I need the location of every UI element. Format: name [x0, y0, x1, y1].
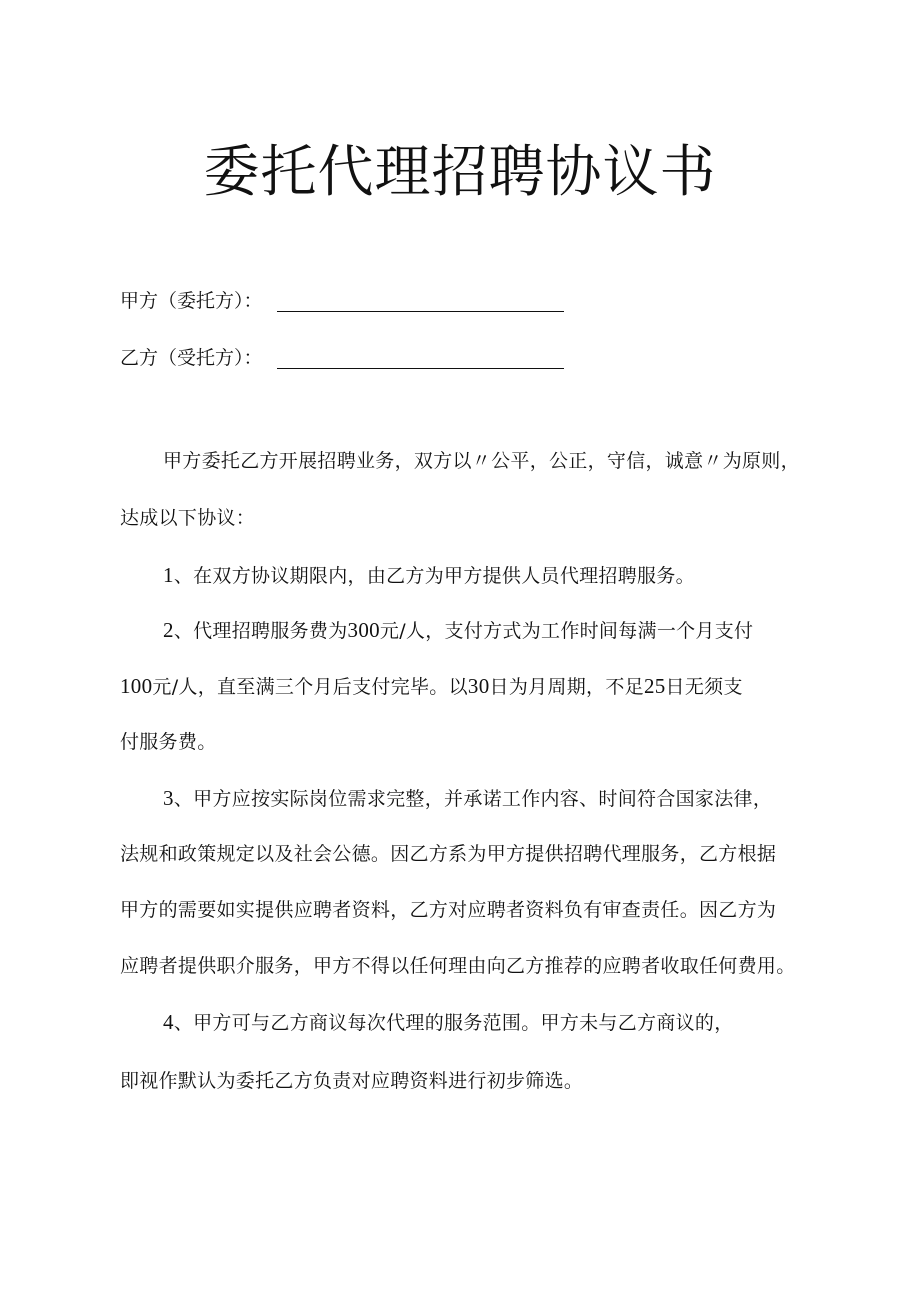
- party-b-blank-line: [277, 344, 564, 369]
- clause-3-line-2: 法规和政策规定以及社会公德。因乙方系为甲方提供招聘代理服务，乙方根据: [120, 843, 777, 865]
- clause-2-monthly: 100: [120, 674, 153, 698]
- clause-2-fee: 300: [347, 618, 380, 642]
- party-a-row: [120, 284, 564, 318]
- clause-1: [163, 560, 695, 591]
- party-b-label: 乙方（受托方）：: [120, 347, 263, 369]
- clause-3-line-1: [163, 783, 772, 814]
- clause-2-number: 2: [163, 618, 174, 642]
- clause-4-number: 4: [163, 1010, 174, 1034]
- clause-2-text-b: 元/人，支付方式为工作时间每满一个月支付: [379, 620, 754, 642]
- clause-3-line-3: 甲方的需要如实提供应聘者资料，乙方对应聘者资料负有审查责任。因乙方为: [120, 899, 777, 921]
- clause-4-text-1: 、甲方可与乙方商议每次代理的服务范围。甲方未与乙方商议的，: [173, 1012, 734, 1034]
- party-a-label: 甲方（委托方）：: [120, 290, 263, 312]
- clause-2-line-2: [120, 671, 743, 702]
- clause-2-text-e: 日无须支: [665, 676, 743, 698]
- clause-1-text: 、在双方协议期限内，由乙方为甲方提供人员代理招聘服务。: [173, 565, 695, 587]
- clause-2-line-1: [163, 615, 753, 646]
- party-a-blank-line: [277, 287, 564, 312]
- intro-line-2: 达成以下协议：: [120, 507, 256, 529]
- clause-4-line-2: 即视作默认为委托乙方负责对应聘资料进行初步筛选。: [120, 1070, 584, 1092]
- clause-2-text-d: 日为月周期，不足: [489, 676, 644, 698]
- party-b-row: [120, 341, 564, 375]
- clause-2-text-c: 元/人，直至满三个月后支付完毕。以: [152, 676, 468, 698]
- clause-3-number: 3: [163, 786, 174, 810]
- clause-1-number: 1: [163, 563, 174, 587]
- document-title: 委托代理招聘协议书: [203, 140, 717, 205]
- clause-2-min-days: 25: [643, 674, 666, 698]
- clause-2-period: 30: [467, 674, 490, 698]
- clause-3-line-4: 应聘者提供职介服务，甲方不得以任何理由向乙方推荐的应聘者收取任何费用。: [120, 955, 796, 977]
- clause-2-text-a: 、代理招聘服务费为: [173, 620, 348, 642]
- clause-2-line-3: 付服务费。: [120, 731, 217, 753]
- clause-3-text-1: 、甲方应按实际岗位需求完整，并承诺工作内容、时间符合国家法律，: [173, 788, 773, 810]
- intro-line-1: 甲方委托乙方开展招聘业务，双方以〃公平，公正，守信，诚意〃为原则，: [163, 450, 800, 472]
- clause-4-line-1: [163, 1007, 734, 1038]
